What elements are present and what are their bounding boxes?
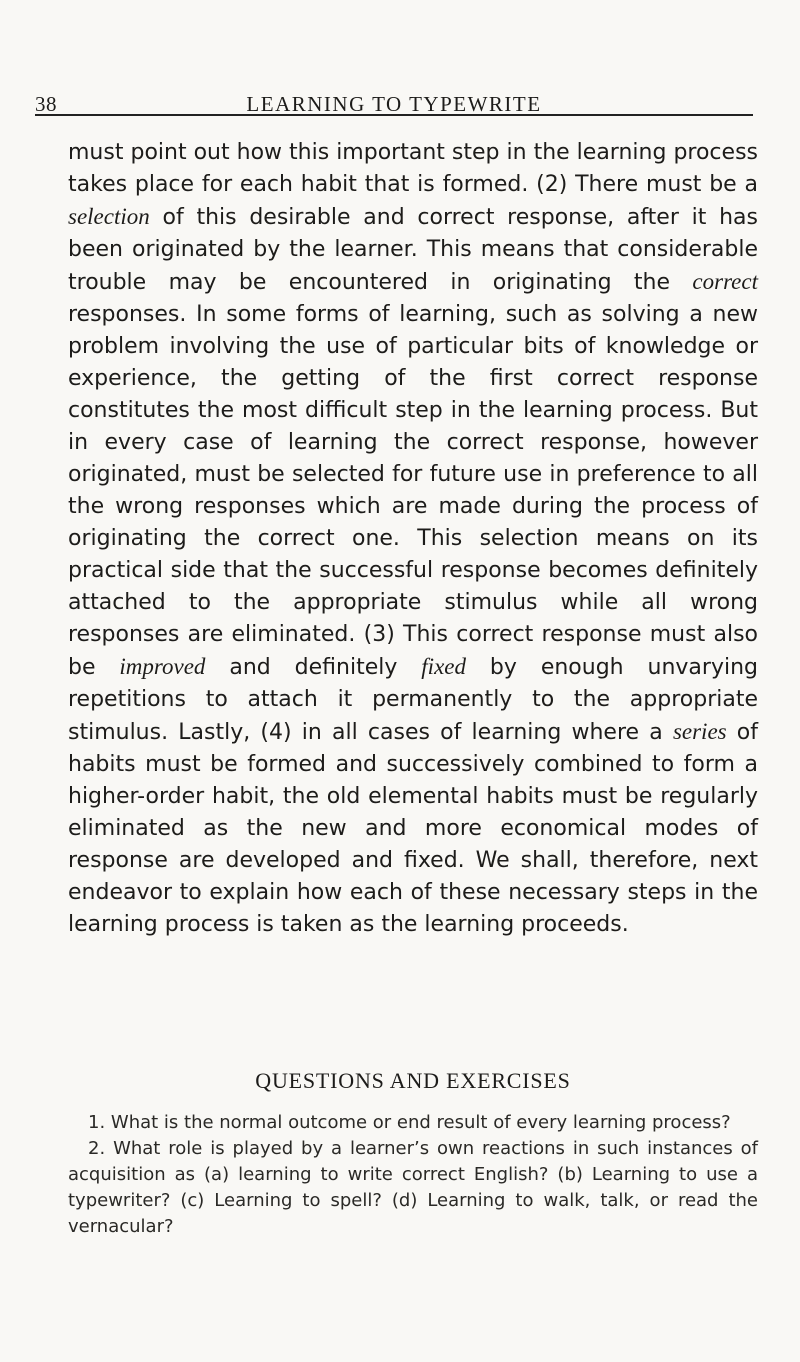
questions-heading: QUESTIONS AND EXERCISES bbox=[255, 1068, 571, 1093]
body-text bbox=[68, 137, 758, 941]
question-item: 2. What role is played by a learner’s own reactions in such instances of acquisition as (a) learning to write correct English? (b) Learning to use a typewriter? (c) Learning to spell? (d) Learning to walk, talk, or read the vernacular? bbox=[68, 1138, 758, 1237]
question-item: 1. What is the normal outcome or end result of every learning process? bbox=[88, 1112, 731, 1133]
running-title: LEARNING TO TYPEWRITE bbox=[246, 92, 542, 116]
emphasis-fixed: fixed bbox=[421, 654, 466, 679]
text-run: and definitely bbox=[205, 655, 422, 680]
page-header bbox=[35, 74, 753, 116]
text-run: responses. In some forms of learning, such as solving a new problem involving the use of particular bits of knowledge or experience, the getting of the first correct response constitutes the most difficult step in the learning process. But in every case of learning the correct response, however originated, must be selected for future use in preference to all the wrong responses which are made during the process of originating the correct one. This selection means on its practical side that the successful response becomes definitely attached to the appropriate stimulus while all wrong responses are eliminated. (3) This correct response must also be bbox=[68, 302, 758, 680]
text-run: of habits must be formed and successively combined to form a higher-order habit, the old elemental habits must be regularly eliminated as the new and more economical modes of response are developed and fixed. We shall, therefore, next endeavor to explain how each of these necessary steps in the learning process is taken as the learning proceeds. bbox=[68, 720, 759, 937]
emphasis-series: series bbox=[672, 719, 727, 744]
emphasis-improved: improved bbox=[119, 654, 206, 679]
text-run: of this desirable and correct response, after it has been originated by the learner. This means that considerable trouble may be encountered in originating the bbox=[68, 205, 758, 295]
paragraph bbox=[68, 137, 758, 941]
page-number: 38 bbox=[35, 92, 57, 116]
questions-list bbox=[68, 1110, 758, 1240]
text-run: must point out how this important step in the learning process takes place for each habit that is formed. (2) There must be a bbox=[68, 140, 758, 197]
emphasis-selection: selection bbox=[68, 204, 150, 229]
emphasis-correct: correct bbox=[692, 269, 758, 294]
text-run: by enough unvarying repetitions to attach it permanently to the appropriate stimulus. Lastly, (4) in all cases of learning where a bbox=[68, 655, 758, 745]
